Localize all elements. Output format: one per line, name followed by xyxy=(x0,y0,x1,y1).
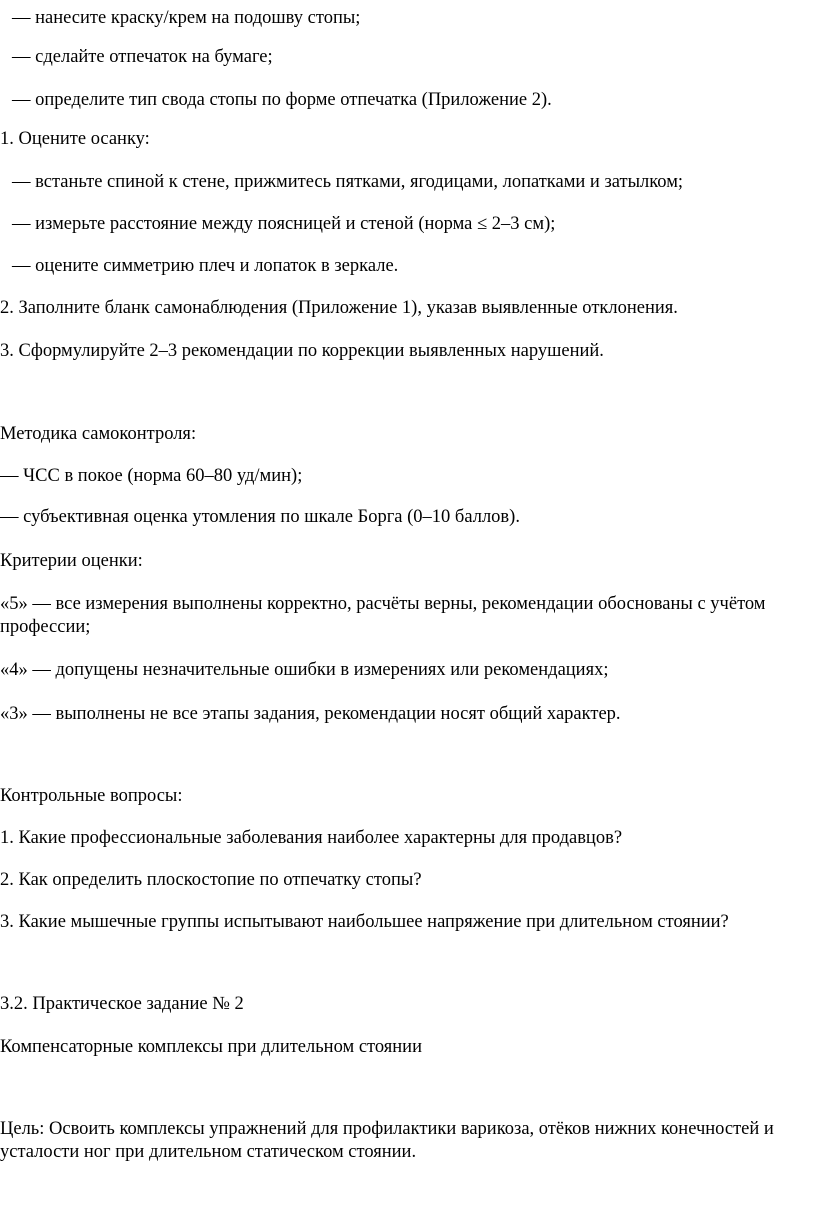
posture-heading: 1. Оцените осанку: xyxy=(0,129,150,149)
criteria-grade-3: «3» — выполнены не все этапы задания, рекомендации носят общий характер. xyxy=(0,704,621,724)
step-2: 2. Заполните бланк самонаблюдения (Приложение 1), указав выявленные отклонения. xyxy=(0,298,678,318)
question-3: 3. Какие мышечные группы испытывают наибольшее напряжение при длительном стоянии? xyxy=(0,912,729,932)
posture-step-2: — измерьте расстояние между поясницей и стеной (норма ≤ 2–3 см); xyxy=(12,214,556,234)
posture-step-3: — оцените симметрию плеч и лопаток в зеркале. xyxy=(12,256,399,276)
criteria-grade-5: «5» — все измерения выполнены корректно, расчёты верны, рекомендации обоснованы с учётом профессии; xyxy=(0,594,766,637)
question-1: 1. Какие профессиональные заболевания наиболее характерны для продавцов? xyxy=(0,828,623,848)
foot-step-2: — сделайте отпечаток на бумаге; xyxy=(12,47,273,67)
self-control-item-2: — субъективная оценка утомления по шкале Борга (0–10 баллов). xyxy=(0,507,520,527)
self-control-item-1: — ЧСС в покое (норма 60–80 уд/мин); xyxy=(0,466,303,486)
posture-step-1: — встаньте спиной к стене, прижмитесь пятками, ягодицами, лопатками и затылком; xyxy=(12,172,684,192)
task2-goal: Цель: Освоить комплексы упражнений для профилактики варикоза, отёков нижних конечностей и усталости ног при длительном статическом стоянии. xyxy=(0,1119,774,1162)
task2-subtitle: Компенсаторные комплексы при длительном стоянии xyxy=(0,1037,422,1057)
question-2: 2. Как определить плоскостопие по отпечатку стопы? xyxy=(0,870,422,890)
self-control-heading: Методика самоконтроля: xyxy=(0,424,197,444)
criteria-heading: Критерии оценки: xyxy=(0,551,143,571)
task2-title: 3.2. Практическое задание № 2 xyxy=(0,994,244,1014)
foot-step-1: — нанесите краску/крем на подошву стопы; xyxy=(12,8,361,28)
criteria-grade-4: «4» — допущены незначительные ошибки в измерениях или рекомендациях; xyxy=(0,660,609,680)
questions-heading: Контрольные вопросы: xyxy=(0,786,183,806)
foot-step-3: — определите тип свода стопы по форме отпечатка (Приложение 2). xyxy=(12,90,552,110)
step-3: 3. Сформулируйте 2–3 рекомендации по коррекции выявленных нарушений. xyxy=(0,341,604,361)
